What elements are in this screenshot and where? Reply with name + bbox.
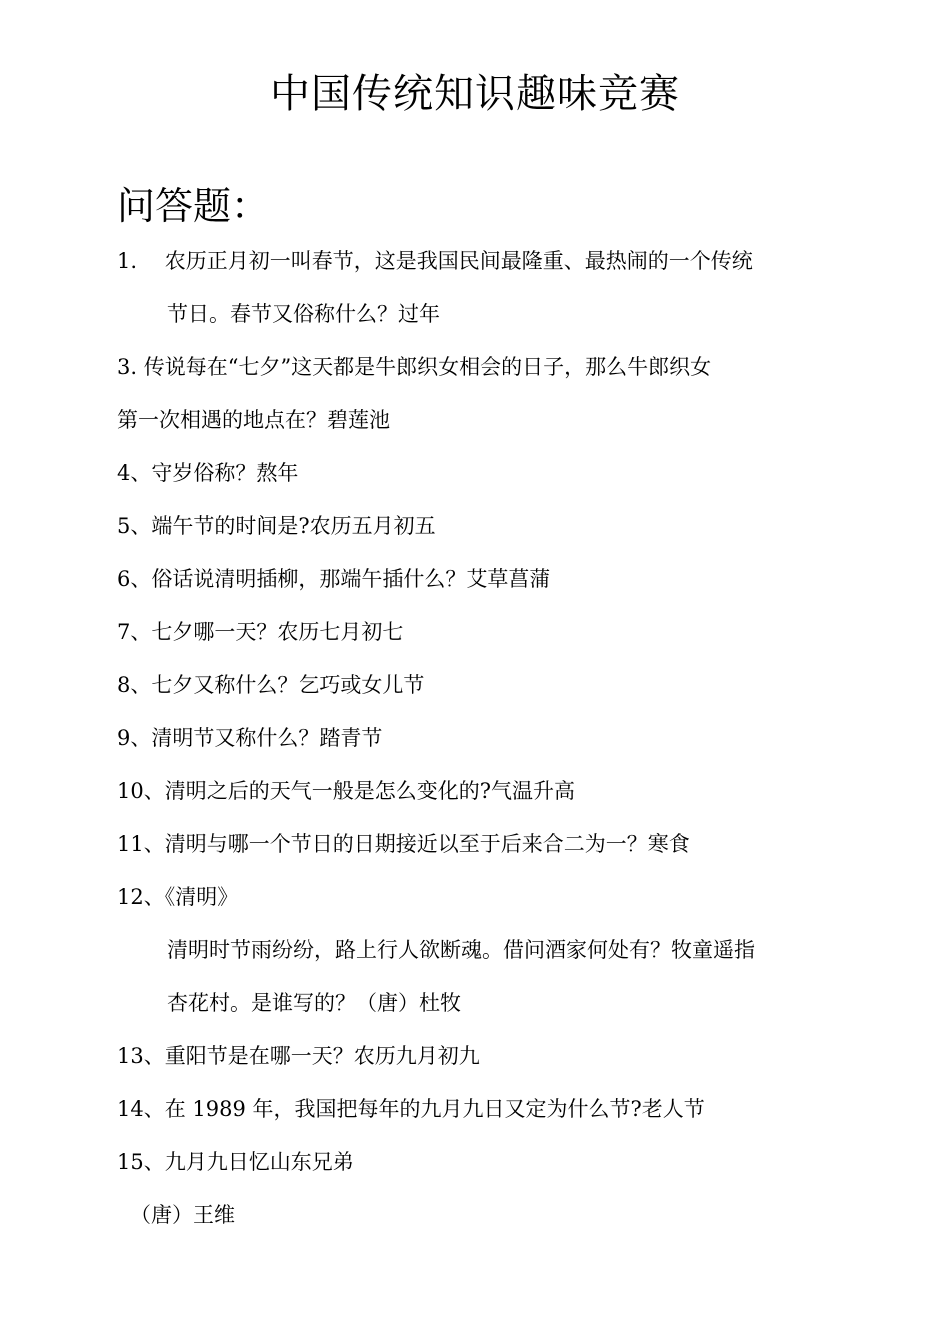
- question-line: 8、七夕又称什么？乞巧或女儿节: [117, 673, 425, 697]
- question-line: 3. 传说每在“七夕”这天都是牛郎织女相会的日子，那么牛郎织女: [117, 355, 712, 379]
- poem-line: 清明时节雨纷纷，路上行人欲断魂。借问酒家何处有？牧童遥指: [167, 938, 755, 962]
- question-line: 节日。春节又俗称什么？过年: [167, 302, 440, 326]
- question-line: 6、俗话说清明插柳，那端午插什么？艾草菖蒲: [117, 567, 551, 591]
- question-line: 14、在 1989 年，我国把每年的九月九日又定为什么节?老人节: [117, 1097, 705, 1121]
- question-line: 13、重阳节是在哪一天？农历九月初九: [117, 1044, 480, 1068]
- question-line: 9、清明节又称什么？踏青节: [117, 726, 383, 750]
- question-line: 12、《清明》: [117, 885, 239, 909]
- page-title: 中国传统知识趣味竞赛: [270, 71, 680, 117]
- author-line: （唐）王维: [130, 1203, 235, 1227]
- question-line: 11、清明与哪一个节日的日期接近以至于后来合二为一？寒食: [117, 832, 690, 856]
- question-line: 7、七夕哪一天？农历七月初七: [117, 620, 404, 644]
- question-line: 5、端午节的时间是?农历五月初五: [117, 514, 436, 538]
- question-line: 4、守岁俗称？熬年: [117, 461, 299, 485]
- question-line: 1. 农历正月初一叫春节，这是我国民间最隆重、最热闹的一个传统: [117, 249, 753, 273]
- question-line: 15、九月九日忆山东兄弟: [117, 1150, 354, 1174]
- section-heading: 问答题：: [117, 184, 270, 228]
- question-line: 第一次相遇的地点在？碧莲池: [117, 408, 390, 432]
- poem-line: 杏花村。是谁写的？（唐）杜牧: [167, 991, 461, 1015]
- question-line: 10、清明之后的天气一般是怎么变化的?气温升高: [117, 779, 575, 803]
